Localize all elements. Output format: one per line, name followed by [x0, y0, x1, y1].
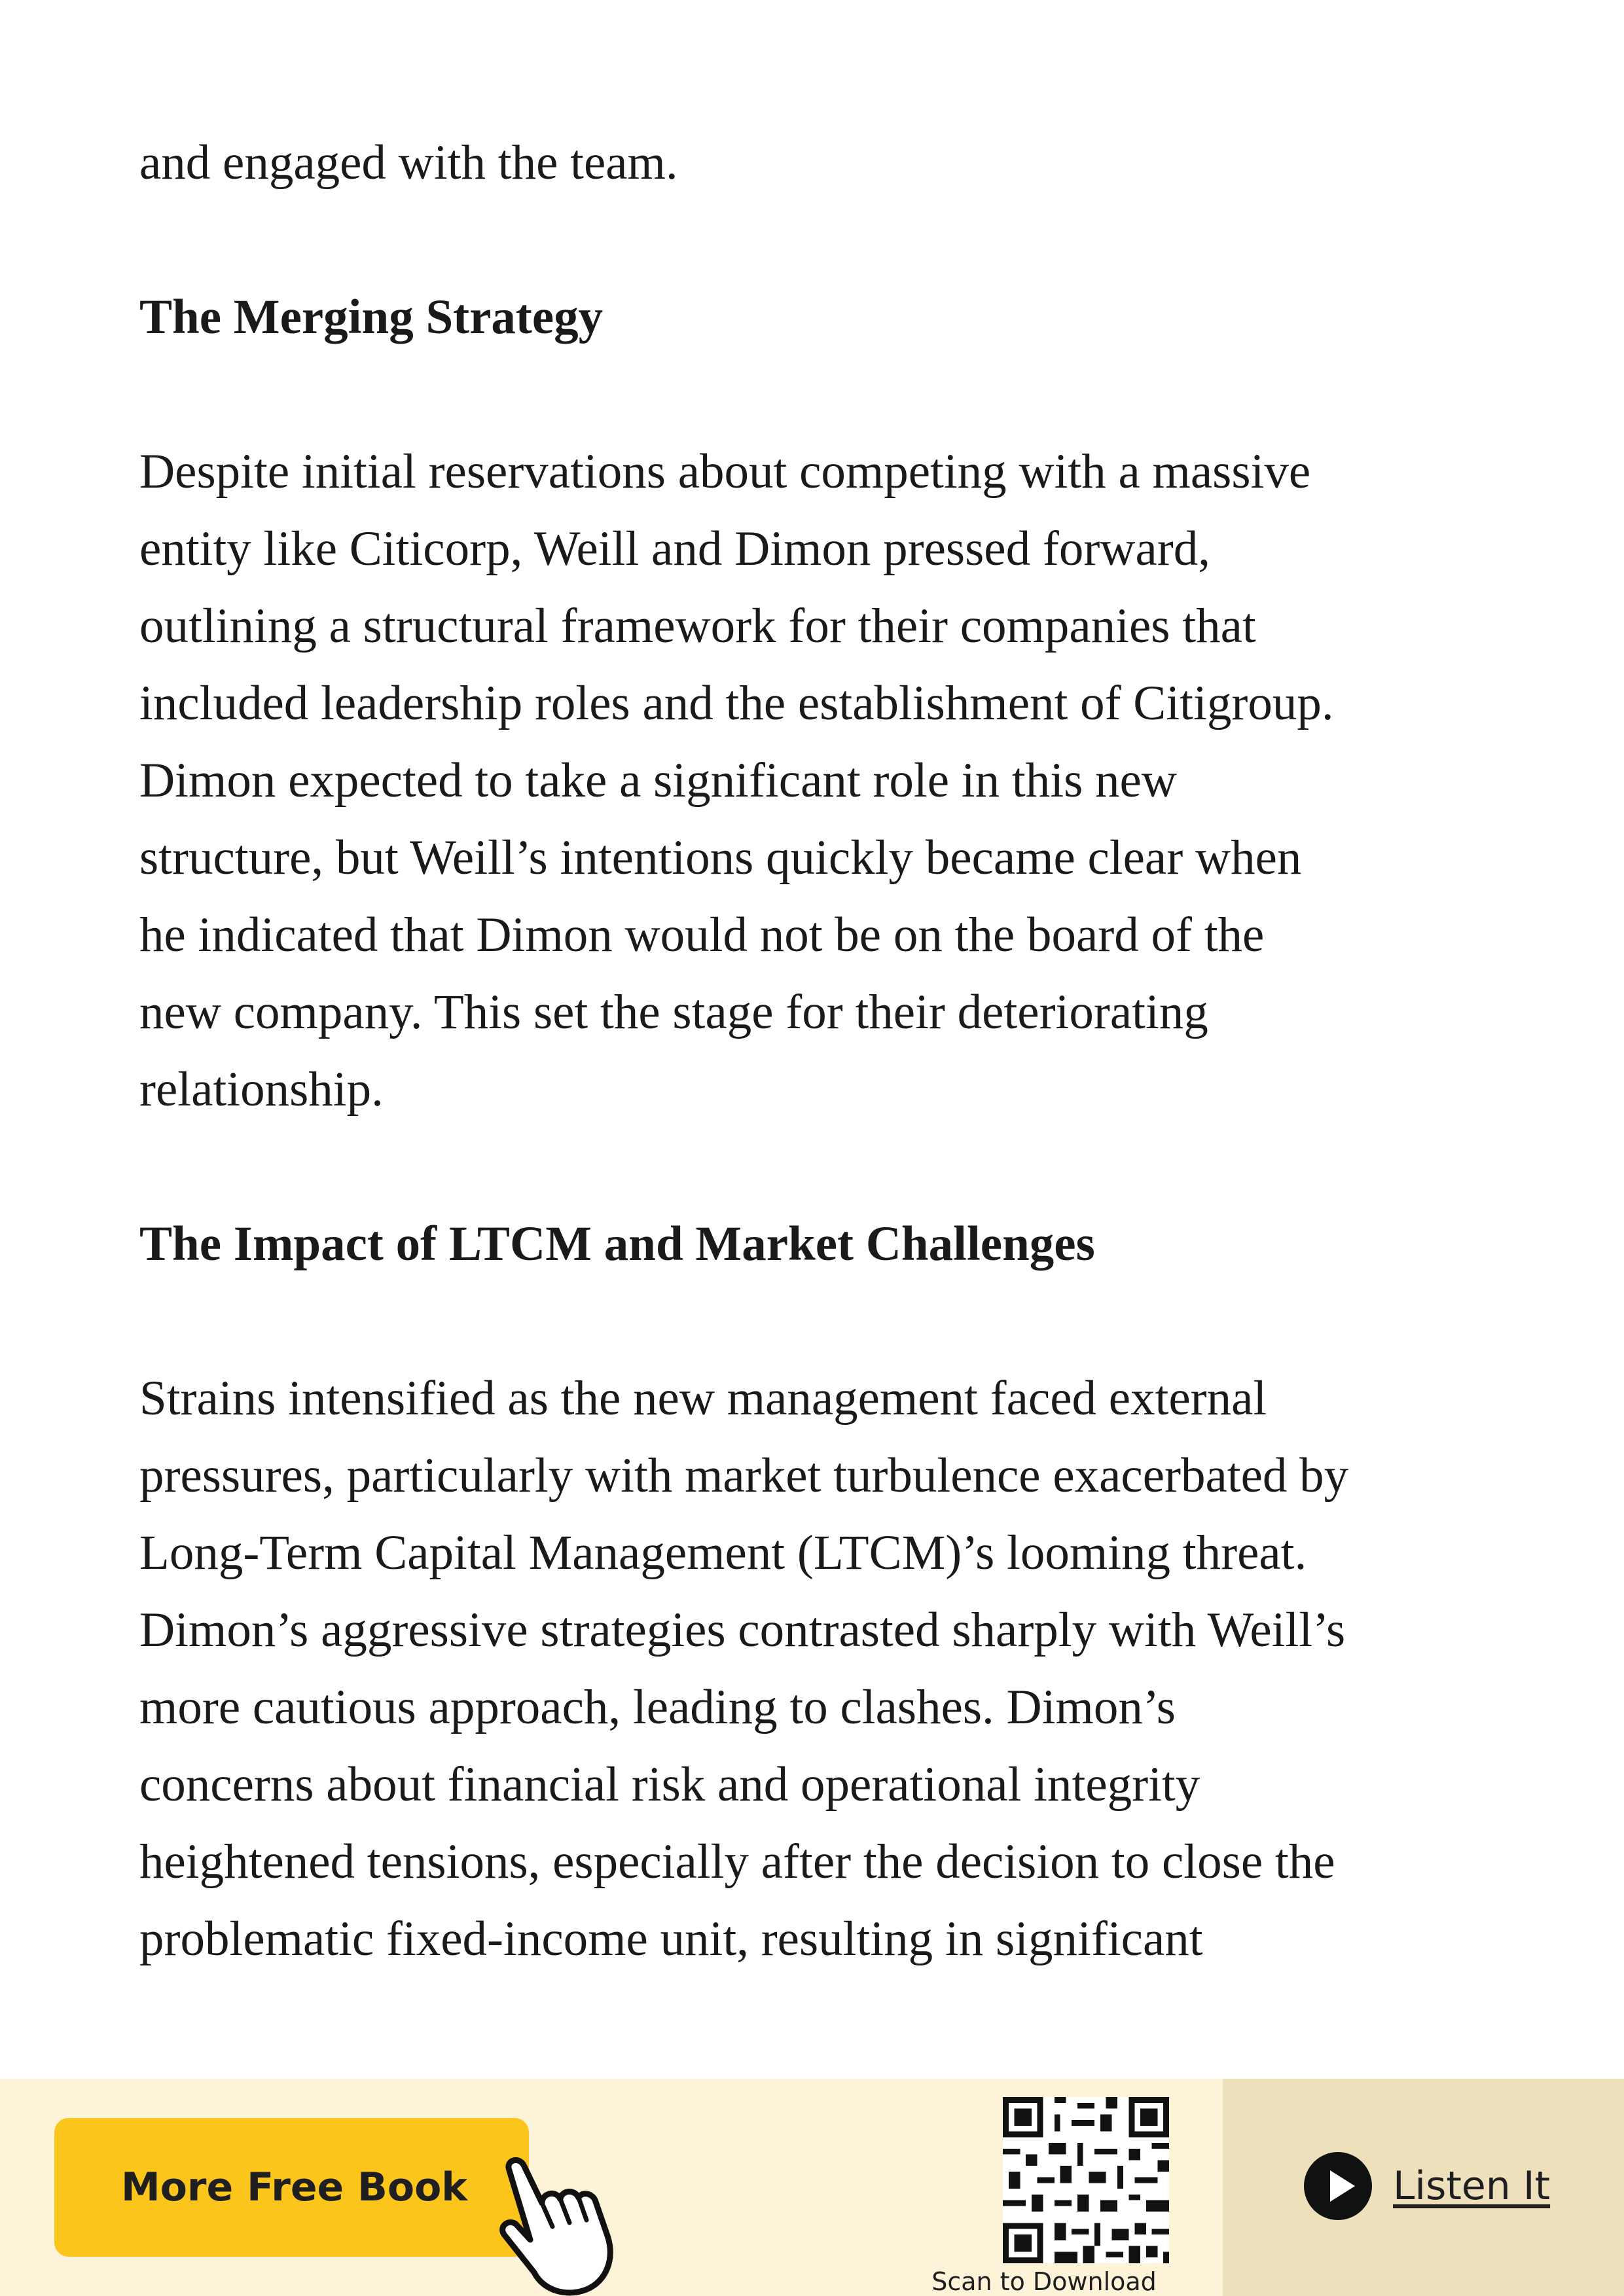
page-content [139, 124, 1514, 1978]
listen-it-button[interactable] [1303, 2151, 1550, 2221]
footer-bar [0, 2079, 1624, 2296]
section-paragraph-ltcm: Strains intensified as the new management faced external pressures, particularly with market turbulence exacerbated by Long-Term Capital Management (LTCM)’s looming threat. Dimon’s aggressive strategies contrasted sharply with Weill’s more cautious approach, leading to clashes. Dimon’s concerns about financial risk and operational integrity heightened tensions, especially after the decision to close the problematic fixed-income unit, resulting in significant [139, 1371, 1349, 1966]
section-paragraph-merging-strategy: Despite initial reservations about competing with a massive entity like Citicorp, Weill and Dimon pressed forward, outlining a structural framework for their companies that included leadership roles and the establishment of Citigroup. Dimon expected to take a significant role in this new structure, but Weill’s intentions quickly became clear when he indicated that Dimon would not be on the board of the new company. This set the stage for their deteriorating relationship. [139, 444, 1334, 1117]
scan-to-download-label: Scan to Download [931, 2267, 1157, 2296]
pointing-hand-icon [458, 2125, 628, 2296]
listen-it-label: Listen It [1393, 2163, 1551, 2209]
play-icon [1303, 2151, 1373, 2221]
qr-code-icon[interactable] [1003, 2097, 1169, 2263]
section-heading-merging-strategy: The Merging Strategy [139, 290, 604, 344]
section-heading-ltcm: The Impact of LTCM and Market Challenges [139, 1217, 1095, 1271]
more-free-book-label: More Free Book [121, 2164, 468, 2210]
intro-tail-text: and engaged with the team. [139, 135, 678, 190]
